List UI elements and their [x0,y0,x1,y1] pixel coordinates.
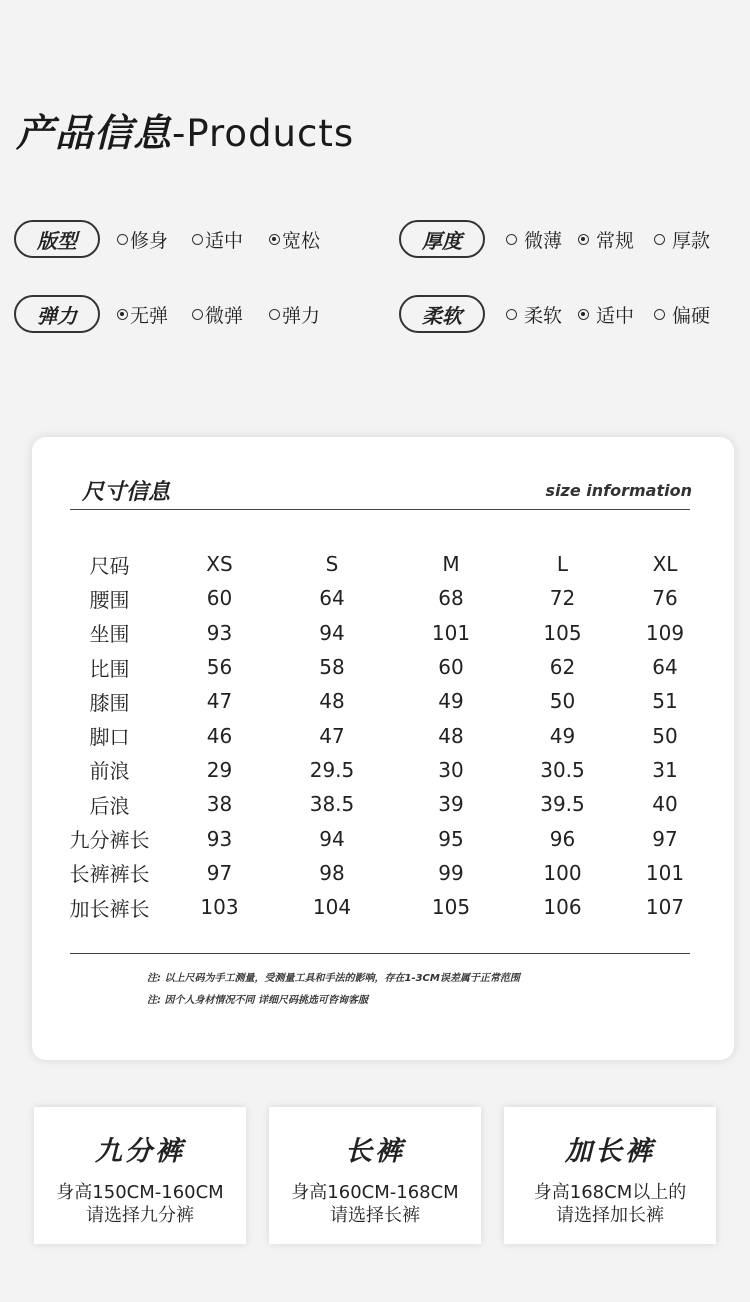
page-title [16,102,354,157]
table-cell: 97 [206,860,233,885]
radio-icon [192,309,203,320]
column-header: 尺码 [89,553,130,578]
attribute-label-thickness: 厚度 [399,220,485,258]
recommendation-desc [504,1181,716,1227]
row-label: 加长裤长 [69,896,150,921]
page-title-en: -Products [172,112,355,155]
table-cell: 31 [652,757,678,782]
table-row [52,718,715,752]
radio-selected-icon [578,309,589,320]
attribute-label-stretch: 弹力 [14,295,100,333]
table-cell: 104 [312,895,352,920]
table-cell: 94 [319,620,345,645]
option-label: 偏硬 [672,304,711,327]
table-cell: 95 [438,826,464,851]
table-cell: 30 [438,757,464,782]
divider [70,509,690,510]
option-label: 常规 [596,229,635,252]
table-cell: 62 [549,655,576,680]
table-cell: 39 [438,792,464,817]
table-row [52,684,715,718]
option-softness-2[interactable] [578,301,634,328]
table-cell: 49 [438,689,464,714]
table-cell: 109 [645,620,685,645]
row-label: 比围 [89,656,130,681]
option-fit-2[interactable] [192,226,243,253]
option-label: 无弹 [130,304,169,327]
table-cell: 48 [319,689,345,714]
table-cell: 97 [652,826,678,851]
table-cell: 47 [319,723,345,748]
table-cell: 30.5 [540,757,585,782]
recommendation-title: 九分裤 [95,1136,185,1167]
page-title-cn: 产品信息 [16,111,173,155]
recommendation-height: 身高160CM-168CM [291,1182,459,1203]
table-cell: 107 [645,895,685,920]
table-row [52,616,715,650]
column-header: L [556,552,569,577]
table-row [52,890,715,924]
table-cell: 103 [200,895,239,920]
table-cell: 100 [543,860,582,885]
table-row [52,581,715,615]
attribute-fit [14,219,320,259]
table-cell: 94 [319,826,345,851]
option-label: 适中 [596,304,635,327]
table-cell: 64 [319,586,345,611]
option-thickness-1[interactable] [506,226,562,253]
table-cell: 46 [206,723,233,748]
row-label: 坐围 [89,622,130,647]
table-header-row [52,547,715,581]
row-label: 脚口 [89,725,130,750]
table-cell: 40 [652,792,678,817]
radio-icon [654,309,665,320]
recommendation-advice: 请选择九分裤 [86,1205,194,1226]
option-label: 宽松 [282,229,321,252]
column-header: XL [652,552,678,577]
table-cell: 101 [431,620,471,645]
table-row [52,856,715,890]
table-cell: 96 [549,826,576,851]
table-cell: 29 [206,757,233,782]
table-cell: 47 [206,689,233,714]
option-stretch-2[interactable] [192,301,243,328]
table-cell: 60 [438,655,464,680]
radio-icon [192,234,203,245]
radio-icon [506,309,517,320]
radio-icon [654,234,665,245]
table-cell: 99 [438,860,464,885]
row-label: 腰围 [89,587,130,612]
option-stretch-3[interactable] [269,301,320,328]
table-cell: 29.5 [309,757,355,782]
recommendation-card-long [269,1107,481,1244]
option-label: 微薄 [524,229,563,252]
option-label: 适中 [205,229,244,252]
row-label: 膝围 [89,690,130,715]
option-thickness-3[interactable] [654,226,710,253]
table-cell: 60 [206,586,233,611]
row-label: 九分裤长 [69,828,150,853]
size-info-card [32,437,734,1060]
table-cell: 76 [652,586,678,611]
option-label: 柔软 [524,304,563,327]
size-table [52,547,715,924]
attribute-label-fit: 版型 [14,220,100,258]
recommendation-desc [34,1181,246,1227]
radio-selected-icon [117,309,128,320]
table-cell: 49 [549,723,576,748]
recommendation-card-extra-long [504,1107,716,1244]
table-cell: 48 [438,723,464,748]
table-cell: 58 [319,655,345,680]
table-cell: 50 [549,689,576,714]
size-card-title: 尺寸信息 [82,480,171,505]
table-row [52,787,715,821]
table-cell: 72 [549,586,576,611]
attribute-label-softness: 柔软 [399,295,485,333]
note-measurement: 注: 以上尺码为手工测量，受测量工具和手法的影响，存在1-3CM误差属于正常范围 [147,973,520,984]
table-cell: 51 [652,689,678,714]
note-consult: 注: 因个人身材情况不同 详细尺码挑选可咨询客服 [147,995,368,1006]
attribute-thickness [399,219,710,259]
recommendation-height: 身高168CM以上的 [533,1182,687,1203]
option-softness-3[interactable] [654,301,710,328]
radio-icon [269,309,280,320]
table-cell: 38.5 [309,792,355,817]
radio-icon [117,234,128,245]
column-header: S [325,552,339,577]
table-cell: 101 [645,860,685,885]
option-label: 弹力 [282,304,321,327]
table-cell: 93 [206,620,233,645]
attribute-stretch [14,294,320,334]
table-cell: 98 [319,860,345,885]
table-cell: 39.5 [540,792,585,817]
row-label: 前浪 [89,759,130,784]
table-cell: 64 [652,655,678,680]
option-fit-1[interactable] [117,226,168,253]
size-card-subtitle: size information [545,481,692,500]
table-cell: 56 [206,655,233,680]
recommendation-title: 加长裤 [565,1136,655,1167]
radio-selected-icon [578,234,589,245]
option-label: 厚款 [672,229,711,252]
column-header: XS [206,552,233,577]
table-row [52,753,715,787]
radio-selected-icon [269,234,280,245]
table-cell: 68 [438,586,464,611]
table-row [52,650,715,684]
option-thickness-2[interactable] [578,226,634,253]
recommendation-title: 长裤 [345,1136,405,1167]
option-softness-1[interactable] [506,301,562,328]
row-label: 后浪 [89,793,130,818]
recommendation-desc [269,1181,481,1227]
option-label: 微弹 [205,304,244,327]
recommendation-advice: 请选择长裤 [330,1205,420,1226]
attribute-softness [399,294,710,334]
option-fit-3[interactable] [269,226,320,253]
radio-icon [506,234,517,245]
table-cell: 105 [543,620,582,645]
column-header: M [442,552,460,577]
table-cell: 106 [543,895,582,920]
option-label: 修身 [130,229,169,252]
option-stretch-1[interactable] [117,301,168,328]
divider [70,953,690,954]
recommendation-card-cropped [34,1107,246,1244]
table-cell: 105 [431,895,471,920]
recommendation-height: 身高150CM-160CM [56,1182,224,1203]
table-cell: 50 [652,723,678,748]
table-row [52,821,715,855]
table-cell: 93 [206,826,233,851]
recommendation-advice: 请选择加长裤 [556,1205,664,1226]
table-cell: 38 [206,792,233,817]
row-label: 长裤裤长 [69,862,150,887]
